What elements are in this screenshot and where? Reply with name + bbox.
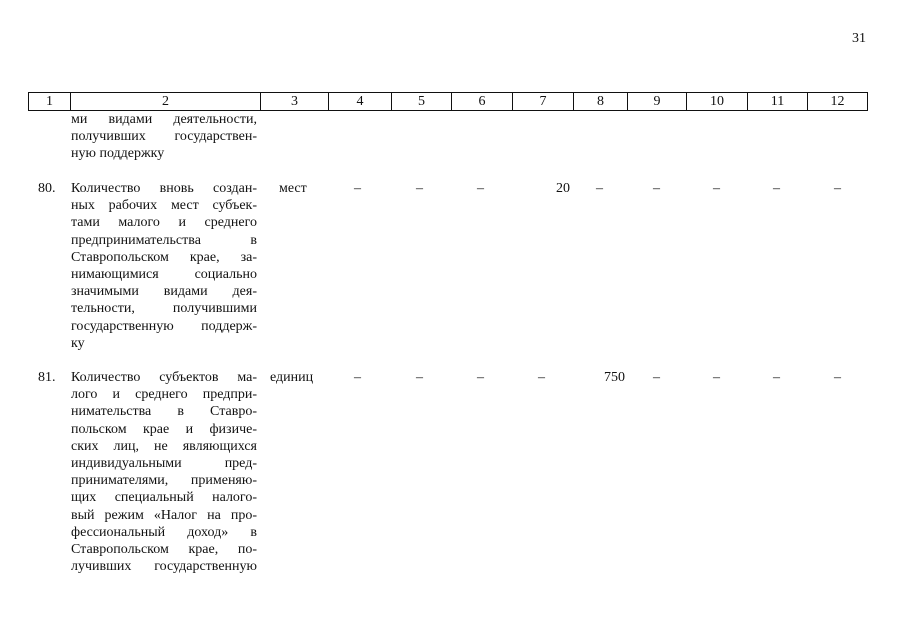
row-description (71, 369, 257, 575)
description-line: лучивших государственную (71, 559, 257, 575)
column-number-6: 6 (452, 93, 513, 111)
column-number-7: 7 (513, 93, 574, 111)
value-cell-col5: – (416, 370, 423, 385)
value-cell-col10: – (713, 181, 720, 196)
description-line: государственную поддерж- (71, 318, 257, 334)
value-cell-col4: – (354, 181, 361, 196)
value-cell-col8: 750 (604, 370, 625, 385)
description-line: ную поддержку (71, 146, 165, 162)
value-cell-col8: – (596, 181, 603, 196)
row-number: 81. (38, 370, 56, 385)
description-line: индивидуальными пред- (71, 456, 257, 472)
description-line: значимыми видами дея- (71, 284, 257, 300)
unit-cell: мест (279, 181, 307, 196)
description-line: ских лиц, не являющихся (71, 438, 257, 454)
value-cell-col10: – (713, 370, 720, 385)
column-header-row (28, 92, 868, 111)
description-line: получивших государствен- (71, 129, 257, 145)
value-cell-col11: – (773, 370, 780, 385)
column-number-1: 1 (29, 93, 71, 111)
description-line: Ставропольском крае, за- (71, 249, 257, 265)
value-cell-col11: – (773, 181, 780, 196)
column-number-9: 9 (628, 93, 687, 111)
description-line: ми видами деятельности, (71, 112, 257, 127)
description-line: вый режим «Налог на про- (71, 507, 257, 523)
description-line: лого и среднего предпри- (71, 387, 257, 403)
value-cell-col6: – (477, 181, 484, 196)
value-cell-col9: – (653, 370, 660, 385)
description-line: тельности, получившими (71, 301, 257, 317)
description-line: предпринимательства в (71, 232, 257, 248)
column-number-2: 2 (71, 93, 261, 111)
page-number: 31 (852, 31, 866, 46)
description-line: фессиональный доход» в (71, 524, 257, 540)
continuation-description (71, 111, 257, 163)
description-line: нимательства в Ставро- (71, 404, 257, 420)
column-number-8: 8 (574, 93, 628, 111)
value-cell-col7: – (538, 370, 545, 385)
unit-cell: единиц (270, 370, 314, 385)
description-line: ку (71, 335, 85, 351)
description-line: Ставропольском крае, по- (71, 542, 257, 558)
value-cell-col7: 20 (556, 181, 570, 196)
row-number: 80. (38, 181, 56, 196)
description-line: Количество вновь создан- (71, 181, 257, 196)
description-line: ных рабочих мест субъек- (71, 198, 257, 214)
column-number-10: 10 (687, 93, 748, 111)
value-cell-col9: – (653, 181, 660, 196)
description-line: щих специальный налого- (71, 490, 257, 506)
column-number-11: 11 (748, 93, 808, 111)
row-description (71, 180, 257, 352)
description-line: Количество субъектов ма- (71, 370, 257, 385)
description-line: нимающимися социально (71, 267, 257, 283)
description-line: тами малого и среднего (71, 215, 257, 231)
description-line: принимателями, применяю- (71, 473, 257, 489)
value-cell-col6: – (477, 370, 484, 385)
value-cell-col5: – (416, 181, 423, 196)
column-number-4: 4 (329, 93, 392, 111)
column-number-5: 5 (392, 93, 452, 111)
description-line: польском крае и физиче- (71, 421, 257, 437)
value-cell-col12: – (834, 181, 841, 196)
column-number-3: 3 (261, 93, 329, 111)
column-number-12: 12 (808, 93, 868, 111)
value-cell-col12: – (834, 370, 841, 385)
value-cell-col4: – (354, 370, 361, 385)
